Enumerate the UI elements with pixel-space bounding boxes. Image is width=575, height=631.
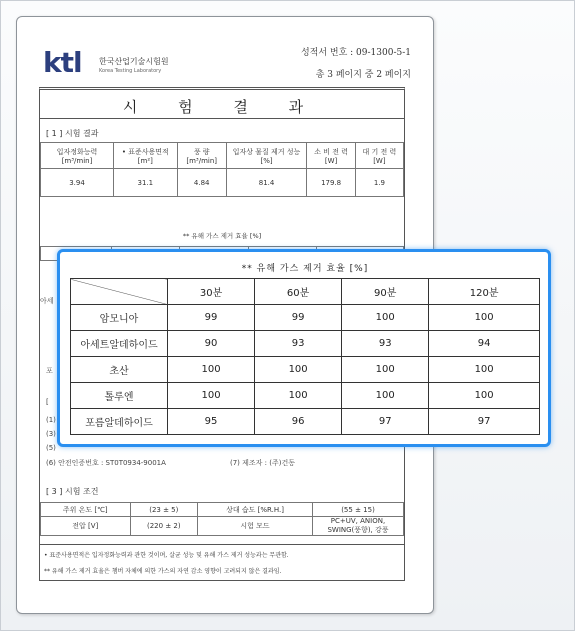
result-header: 입자정화능력 [m³/min] (41, 143, 114, 169)
condition-label: 시험 모드 (198, 517, 313, 536)
hidden-section-label: [ (46, 398, 49, 406)
efficiency-value: 95 (168, 409, 255, 435)
gas-name: 톨루엔 (71, 383, 168, 409)
condition-value: PC+UV, ANION, SWING(풍향), 강풍 (313, 517, 404, 536)
diagonal-header-cell (71, 279, 168, 305)
result-value: 4.84 (177, 169, 226, 197)
result-header: 대 기 전 력 [W] (355, 143, 403, 169)
zoomed-removal-table-callout (57, 249, 551, 447)
result-value: 31.1 (114, 169, 178, 197)
section-3-label: [ 3 ] 시험 조건 (46, 487, 99, 496)
efficiency-value: 100 (255, 383, 342, 409)
logo-mark: ktl (43, 46, 82, 79)
time-column-header: 90분 (342, 279, 429, 305)
result-value: 3.94 (41, 169, 114, 197)
hidden-item: (5) (46, 444, 56, 452)
hidden-item: (3) (46, 430, 56, 438)
efficiency-value: 94 (429, 331, 540, 357)
result-header: • 표준사용면적 [m²] (114, 143, 178, 169)
time-column-header: 60분 (255, 279, 342, 305)
time-column-header: 30분 (168, 279, 255, 305)
efficiency-value: 93 (342, 331, 429, 357)
table-row (71, 409, 540, 435)
hidden-row-label: 아세 (40, 297, 54, 305)
conditions-table (40, 502, 404, 536)
efficiency-value: 100 (168, 383, 255, 409)
gas-name: 초산 (71, 357, 168, 383)
page-title: 시 험 결 과 (122, 98, 322, 116)
result-header: 풍 량 [m³/min] (177, 143, 226, 169)
efficiency-value: 99 (168, 305, 255, 331)
table-row (71, 305, 540, 331)
efficiency-value: 90 (168, 331, 255, 357)
footnote-2: ** 유해 가스 제거 효율은 챔버 자체에 의한 가스의 자연 감소 영향이 고려되지 않은 결과임. (44, 568, 282, 575)
result-header: 입자상 물질 제거 성능 [%] (226, 143, 307, 169)
efficiency-value: 100 (429, 305, 540, 331)
logo-name-en: Korea Testing Laboratory (99, 68, 162, 74)
condition-label: 전압 [V] (41, 517, 131, 536)
efficiency-value: 100 (342, 305, 429, 331)
report-number: 성적서 번호 : 09-1300-5-1 (300, 48, 411, 58)
efficiency-value: 100 (255, 357, 342, 383)
result-value: 179.8 (307, 169, 355, 197)
efficiency-value: 93 (255, 331, 342, 357)
section-1-label: [ 1 ] 시험 결과 (46, 129, 99, 138)
gas-name: 암모니아 (71, 305, 168, 331)
logo-name-ko: 한국산업기술시험원 (99, 57, 169, 66)
gas-name: 아세트알데하이드 (71, 331, 168, 357)
efficiency-value: 96 (255, 409, 342, 435)
ktl-logo (43, 46, 169, 79)
page-indicator: 총 3 페이지 중 2 페이지 (315, 70, 411, 80)
condition-label: 상대 습도 [%R.H.] (198, 503, 313, 517)
condition-value: (220 ± 2) (130, 517, 198, 536)
hidden-item: (1) (46, 416, 56, 424)
removal-caption: ** 유해 가스 제거 효율 [%] (71, 256, 540, 279)
efficiency-value: 100 (168, 357, 255, 383)
result-table (40, 142, 404, 197)
footnote-1: • 표준사용면적은 입자정화능력과 관한 것이며, 살균 성능 및 유해 가스 제거 성능과는 무관함. (44, 552, 289, 559)
condition-value: (55 ± 15) (313, 503, 404, 517)
efficiency-value: 100 (342, 383, 429, 409)
hidden-row-label: 포 (46, 367, 53, 375)
removal-efficiency-table (70, 256, 540, 435)
efficiency-value: 97 (342, 409, 429, 435)
result-value: 81.4 (226, 169, 307, 197)
result-value: 1.9 (355, 169, 403, 197)
hidden-item: (6) 안전인증번호 : ST0T0934-9001A (46, 459, 166, 467)
result-header: 소 비 전 력 [W] (307, 143, 355, 169)
efficiency-value: 99 (255, 305, 342, 331)
time-column-header: 120분 (429, 279, 540, 305)
efficiency-value: 100 (429, 383, 540, 409)
efficiency-value: 100 (429, 357, 540, 383)
table-row (71, 331, 540, 357)
condition-label: 주위 온도 [℃] (41, 503, 131, 517)
hidden-item: (7) 제조자 : (주)건동 (230, 459, 295, 467)
condition-value: (23 ± 5) (130, 503, 198, 517)
efficiency-value: 100 (342, 357, 429, 383)
table-row (71, 357, 540, 383)
efficiency-value: 97 (429, 409, 540, 435)
table-row (71, 383, 540, 409)
removal-caption-small: ** 유해 가스 제거 효율 [%] (182, 232, 262, 240)
gas-name: 포름알데하이드 (71, 409, 168, 435)
